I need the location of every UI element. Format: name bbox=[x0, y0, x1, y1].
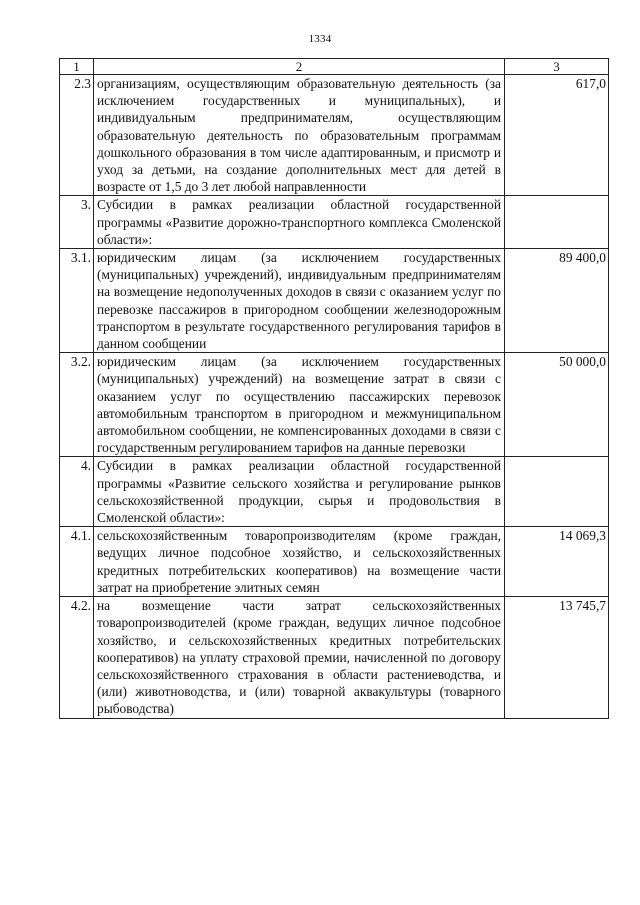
row-amount bbox=[505, 457, 609, 527]
row-description: юридическим лицам (за исключением государственных (муниципальных) учреждений) на возмещение затрат в связи с оказанием услуг по осуществлению пассажирских перевозок автомобильным транспортом в пригородном и межмуниципальном автомобильном сообщении, не компенсированных доходами в связи с государственным регулированием тарифов на данные перевозки bbox=[94, 353, 505, 457]
table-row bbox=[60, 75, 609, 196]
row-number: 3.2. bbox=[60, 353, 94, 457]
row-description: Субсидии в рамках реализации областной государственной программы «Развитие дорожно-транспортного комплекса Смоленской области»: bbox=[94, 196, 505, 249]
row-number: 4.1. bbox=[60, 527, 94, 597]
row-amount bbox=[505, 196, 609, 249]
page-number: 1334 bbox=[308, 33, 332, 45]
table-row bbox=[60, 353, 609, 457]
row-number: 2.3 bbox=[60, 75, 94, 196]
row-number: 3.1. bbox=[60, 249, 94, 353]
row-number: 4.2. bbox=[60, 597, 94, 718]
row-amount: 89 400,0 bbox=[505, 249, 609, 353]
row-description: на возмещение части затрат сельскохозяйственных товаропроизводителей (кроме граждан, ведущих личное подсобное хозяйство, и сельскохозяйственных кредитных потребительских кооперативов) на уплату страховой премии, начисленной по договору сельскохозяйственного страхования в области растениеводства, и (или) животноводства, и (или) товарной аквакультуры (товарного рыбоводства) bbox=[94, 597, 505, 718]
row-description: организациям, осуществляющим образовательную деятельность (за исключением государственных и муниципальных), и индивидуальным предпринимателям, осуществляющим образовательную деятельность по образовательным программам дошкольного образования в том числе адаптированным, и присмотр и уход за детьми, на создание дополнительных мест для детей в возрасте от 1,5 до 3 лет любой направленности bbox=[94, 75, 505, 196]
table-row bbox=[60, 527, 609, 597]
row-amount: 50 000,0 bbox=[505, 353, 609, 457]
table-row bbox=[60, 457, 609, 527]
table-header-row bbox=[60, 59, 609, 75]
row-number: 4. bbox=[60, 457, 94, 527]
row-description: Субсидии в рамках реализации областной государственной программы «Развитие сельского хозяйства и регулирование рынков сельскохозяйственной продукции, сырья и продовольствия в Смоленской области»: bbox=[94, 457, 505, 527]
header-col-3: 3 bbox=[505, 59, 609, 75]
row-number: 3. bbox=[60, 196, 94, 249]
table-row bbox=[60, 597, 609, 718]
row-amount: 14 069,3 bbox=[505, 527, 609, 597]
row-amount: 617,0 bbox=[505, 75, 609, 196]
header-col-1: 1 bbox=[60, 59, 94, 75]
table-row bbox=[60, 196, 609, 249]
header-col-2: 2 bbox=[94, 59, 505, 75]
row-amount: 13 745,7 bbox=[505, 597, 609, 718]
row-description: сельскохозяйственным товаропроизводителям (кроме граждан, ведущих личное подсобное хозяйство, и сельскохозяйственных кредитных потребительских кооперативов) на возмещение части затрат на приобретение элитных семян bbox=[94, 527, 505, 597]
row-description: юридическим лицам (за исключением государственных (муниципальных) учреждений), индивидуальным предпринимателям на возмещение недополученных доходов в связи с оказанием услуг по перевозке пассажиров в пригородном сообщении железнодорожным транспортом в результате государственного регулирования тарифов в данном сообщении bbox=[94, 249, 505, 353]
budget-table bbox=[59, 58, 609, 719]
table-row bbox=[60, 249, 609, 353]
